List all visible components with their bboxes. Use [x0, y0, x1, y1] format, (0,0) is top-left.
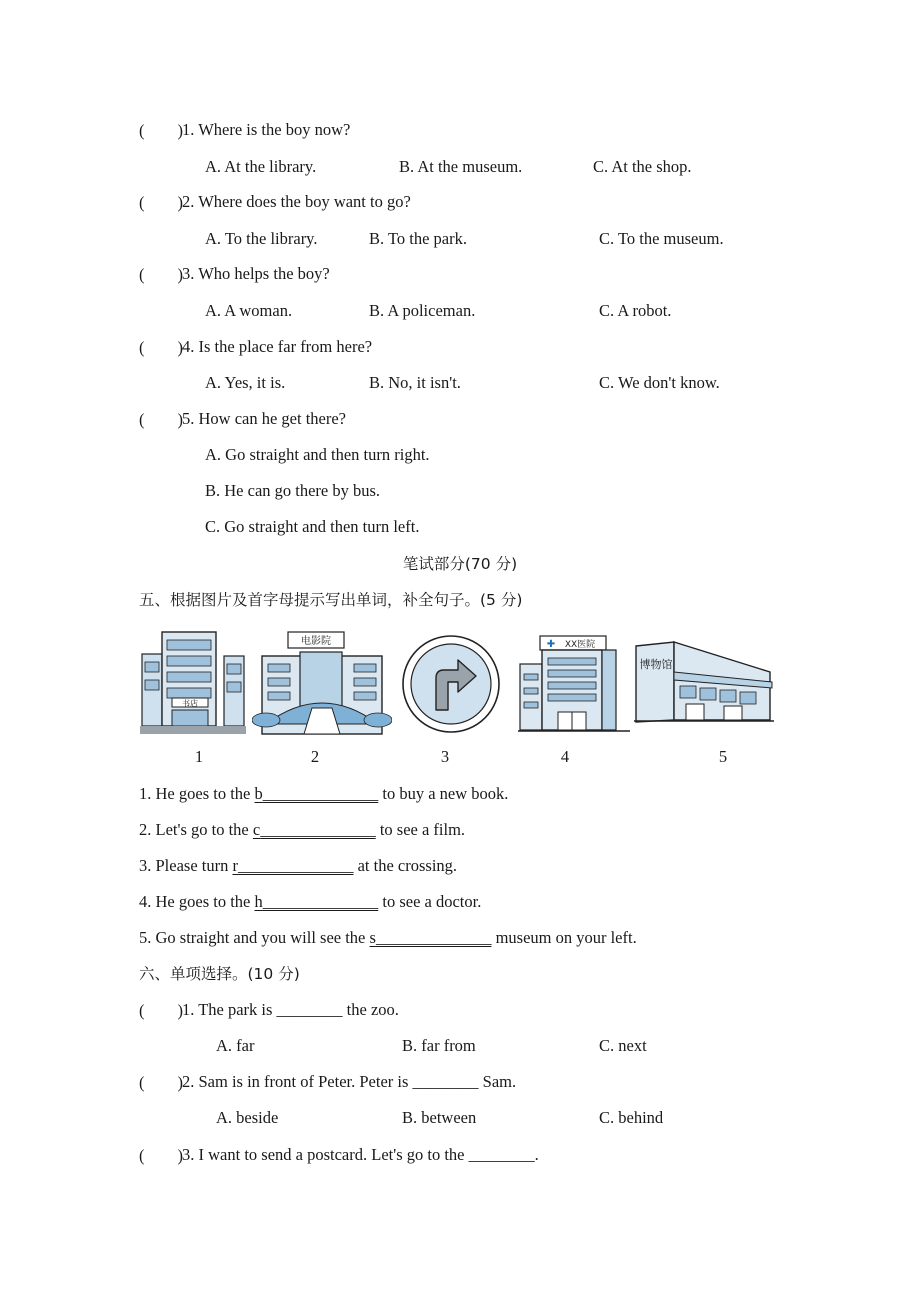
option-a[interactable]: A. A woman.	[205, 301, 293, 320]
answer-paren[interactable]: ( )	[139, 410, 183, 429]
option-c[interactable]: C. Go straight and then turn left.	[205, 517, 420, 536]
svg-text:电影院: 电影院	[301, 636, 331, 647]
option-a[interactable]: A. far	[216, 1036, 255, 1055]
question-stem: 2. Sam is in front of Peter. Peter is ________ Sam.	[182, 1072, 517, 1091]
fill-sentence: 3. Please turn r______________ at the crossing.	[139, 856, 458, 875]
option-c[interactable]: C. behind	[599, 1108, 664, 1127]
section6-title: 六、单项选择。(10 分)	[139, 965, 300, 983]
answer-paren[interactable]: ( )	[139, 121, 183, 140]
fill-sentence: 2. Let's go to the c______________ to see a film.	[139, 820, 466, 839]
option-a[interactable]: A. Go straight and then turn right.	[205, 445, 430, 464]
svg-text:XX医院: XX医院	[564, 640, 596, 650]
picture-number: 2	[310, 747, 320, 766]
option-b[interactable]: B. No, it isn't.	[369, 373, 461, 392]
option-a[interactable]: A. At the library.	[205, 157, 317, 176]
turn-right-sign-icon	[400, 628, 502, 736]
question-stem: 1. Where is the boy now?	[182, 120, 351, 139]
blank-field[interactable]: b______________	[254, 784, 379, 803]
answer-paren[interactable]: ( )	[139, 265, 183, 284]
svg-text:✚: ✚	[546, 639, 556, 650]
blank-field[interactable]: s______________	[369, 928, 492, 947]
question-stem: 1. The park is ________ the zoo.	[182, 1000, 399, 1019]
answer-paren[interactable]: ( )	[139, 338, 183, 357]
option-b[interactable]: B. At the museum.	[399, 157, 523, 176]
picture-number: 5	[718, 747, 728, 766]
option-b[interactable]: B. between	[402, 1108, 477, 1127]
fill-sentence: 1. He goes to the b______________ to buy a new book.	[139, 784, 509, 803]
fill-sentence: 4. He goes to the h______________ to see a doctor.	[139, 892, 482, 911]
question-stem: 3. I want to send a postcard. Let's go to the ________.	[182, 1145, 539, 1164]
answer-paren[interactable]: ( )	[139, 193, 183, 212]
blank-field[interactable]: r______________	[232, 856, 354, 875]
option-c[interactable]: C. We don't know.	[599, 373, 720, 392]
option-a[interactable]: A. Yes, it is.	[205, 373, 286, 392]
option-b[interactable]: B. A policeman.	[369, 301, 476, 320]
question-stem: 4. Is the place far from here?	[182, 337, 373, 356]
cinema-icon	[252, 628, 392, 736]
blank-field[interactable]: h______________	[254, 892, 379, 911]
option-c[interactable]: C. next	[599, 1036, 647, 1055]
svg-text:博物馆: 博物馆	[639, 658, 673, 671]
question-stem: 3. Who helps the boy?	[182, 264, 330, 283]
question-stem: 2. Where does the boy want to go?	[182, 192, 411, 211]
option-b[interactable]: B. To the park.	[369, 229, 467, 248]
question-stem: 5. How can he get there?	[182, 409, 347, 428]
option-b[interactable]: B. far from	[402, 1036, 476, 1055]
picture-number: 4	[560, 747, 570, 766]
blank-field[interactable]: c______________	[252, 820, 376, 839]
answer-paren[interactable]: ( )	[139, 1146, 183, 1165]
svg-text:书店: 书店	[182, 699, 198, 708]
answer-paren[interactable]: ( )	[139, 1001, 183, 1020]
picture-number: 1	[194, 747, 204, 766]
museum-icon	[634, 628, 774, 736]
picture-number: 3	[440, 747, 450, 766]
option-a[interactable]: A. To the library.	[205, 229, 318, 248]
fill-sentence: 5. Go straight and you will see the s______________ museum on your left.	[139, 928, 637, 947]
section5-title: 五、根据图片及首字母提示写出单词，补全句子。(5 分)	[139, 591, 523, 609]
option-c[interactable]: C. To the museum.	[599, 229, 724, 248]
option-a[interactable]: A. beside	[216, 1108, 279, 1127]
hospital-icon	[518, 628, 630, 736]
answer-paren[interactable]: ( )	[139, 1073, 183, 1092]
option-b[interactable]: B. He can go there by bus.	[205, 481, 381, 500]
option-c[interactable]: C. A robot.	[599, 301, 672, 320]
bookstore-icon	[140, 628, 246, 736]
option-c[interactable]: C. At the shop.	[593, 157, 692, 176]
written-part-header: 笔试部分(70 分)	[402, 555, 518, 573]
